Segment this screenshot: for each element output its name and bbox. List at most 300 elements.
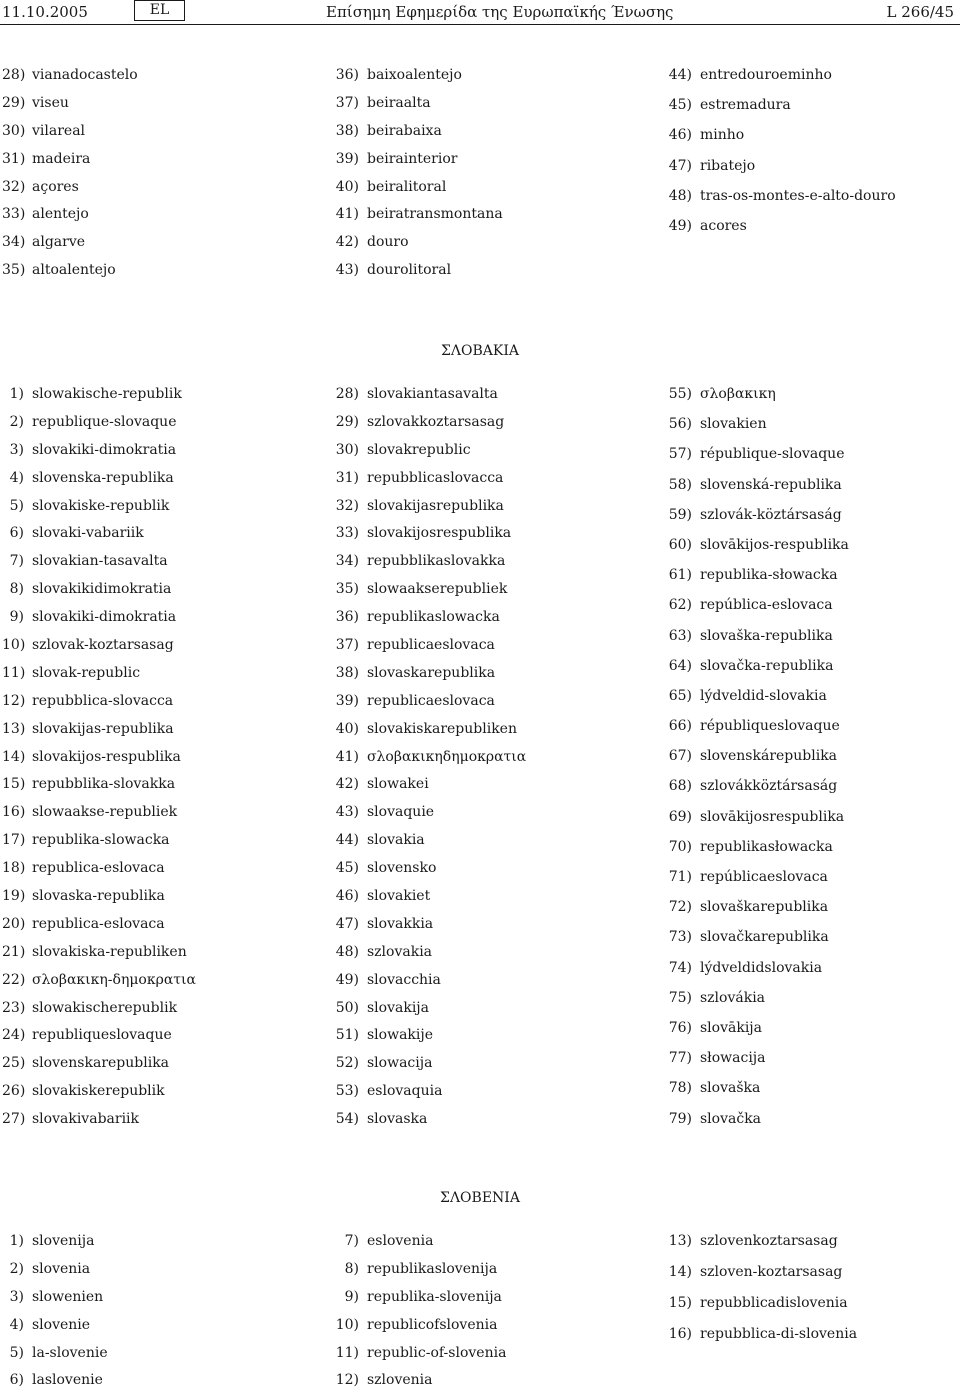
item-number: 28) xyxy=(335,386,359,402)
item-name: republikasłowacka xyxy=(700,838,833,855)
item-number: 21) xyxy=(2,943,26,960)
list-item xyxy=(335,748,526,776)
list-item xyxy=(2,1316,108,1344)
item-number: 45) xyxy=(335,860,359,877)
list-item xyxy=(2,413,196,441)
item-name: republica-eslovaca xyxy=(32,860,165,877)
list-item xyxy=(668,1294,857,1325)
list-item xyxy=(668,868,849,898)
slovenia-list-col2 xyxy=(335,1232,506,1399)
item-number: 43) xyxy=(335,804,359,821)
item-name: baixoalentejo xyxy=(367,67,462,83)
item-name: republika-słowacka xyxy=(700,567,838,584)
list-item xyxy=(668,157,896,187)
item-number: 60) xyxy=(668,536,692,553)
item-name: douro xyxy=(367,234,409,251)
list-item xyxy=(668,217,896,247)
list-item xyxy=(2,748,196,776)
item-name: slovenskárepublika xyxy=(700,748,838,765)
list-item xyxy=(335,385,526,413)
item-name: slovakija xyxy=(367,999,429,1016)
list-item xyxy=(335,524,526,552)
item-number: 68) xyxy=(668,778,692,795)
list-item xyxy=(2,915,196,943)
item-name: slowakische-republik xyxy=(32,386,182,402)
item-number: 22) xyxy=(2,971,26,988)
list-item xyxy=(2,122,138,150)
item-number: 6) xyxy=(9,1372,24,1389)
item-number: 53) xyxy=(335,1083,359,1100)
item-name: szlovenkoztarsasag xyxy=(700,1233,838,1249)
item-name: republicofslovenia xyxy=(367,1316,498,1333)
list-item xyxy=(2,664,196,692)
list-item xyxy=(2,524,196,552)
item-number: 20) xyxy=(2,915,26,932)
list-item xyxy=(335,803,526,831)
item-name: laslovenie xyxy=(32,1372,103,1389)
list-item xyxy=(2,1344,108,1372)
list-item xyxy=(2,497,196,525)
item-number: 59) xyxy=(668,506,692,523)
list-item xyxy=(2,441,196,469)
list-item xyxy=(2,636,196,664)
section-title-slovenia: ΣΛΟΒΕΝΙΑ xyxy=(440,1190,520,1206)
list-item xyxy=(2,1232,108,1260)
item-name: slovenska-republika xyxy=(32,469,174,486)
list-item xyxy=(668,506,849,536)
item-name: slovacchia xyxy=(367,971,441,988)
portugal-list-col3 xyxy=(668,66,896,247)
item-number: 70) xyxy=(668,838,692,855)
list-item xyxy=(668,1325,857,1356)
item-name: slovakijas-republika xyxy=(32,720,174,737)
item-number: 32) xyxy=(2,178,26,195)
list-item xyxy=(335,469,526,497)
list-item xyxy=(335,580,526,608)
item-number: 38) xyxy=(335,122,359,139)
list-item xyxy=(668,687,849,717)
slovakia-list-col2 xyxy=(335,385,526,1138)
item-name: slovakiske-republik xyxy=(32,497,170,514)
item-name: republique-slovaque xyxy=(32,413,177,430)
item-name: repubblica-slovacca xyxy=(32,692,174,709)
item-name: beirainterior xyxy=(367,150,458,167)
item-name: vianadocastelo xyxy=(32,67,138,83)
item-name: repubblicadislovenia xyxy=(700,1295,848,1311)
list-item xyxy=(335,831,526,859)
list-item xyxy=(2,261,138,289)
item-number: 39) xyxy=(335,692,359,709)
item-name: slovenskarepublika xyxy=(32,1055,170,1072)
item-number: 11) xyxy=(335,1344,359,1361)
list-item xyxy=(335,692,526,720)
item-number: 12) xyxy=(2,692,26,709)
list-item xyxy=(2,1260,108,1288)
item-number: 72) xyxy=(668,899,692,916)
item-number: 3) xyxy=(9,441,24,458)
item-name: alentejo xyxy=(32,206,89,223)
item-name: slovaška xyxy=(700,1080,761,1097)
item-name: slowaakse-republiek xyxy=(32,804,178,821)
item-number: 78) xyxy=(668,1080,692,1097)
item-name: república-eslovaca xyxy=(700,597,833,614)
list-item xyxy=(2,580,196,608)
list-item xyxy=(668,415,849,445)
list-item xyxy=(2,150,138,178)
item-number: 47) xyxy=(335,915,359,932)
item-name: république-slovaque xyxy=(700,446,845,463)
item-number: 31) xyxy=(2,150,26,167)
item-name: eslovaquia xyxy=(367,1083,443,1100)
list-item xyxy=(2,692,196,720)
list-item xyxy=(668,126,896,156)
item-number: 5) xyxy=(9,1344,24,1361)
item-name: slovačka-republika xyxy=(700,657,834,674)
item-name: σλοβακικη xyxy=(700,386,776,402)
item-name: slovaki-vabariik xyxy=(32,525,144,542)
item-name: szlovenia xyxy=(367,1372,433,1389)
item-number: 79) xyxy=(668,1110,692,1127)
list-item xyxy=(668,187,896,217)
list-item xyxy=(2,233,138,261)
item-number: 9) xyxy=(344,1288,359,1305)
list-item xyxy=(668,445,849,475)
item-name: republiqueslovaque xyxy=(32,1027,172,1044)
item-name: republica-eslovaca xyxy=(32,915,165,932)
item-number: 19) xyxy=(2,888,26,905)
list-item xyxy=(335,66,503,94)
item-number: 40) xyxy=(335,178,359,195)
item-name: beiralitoral xyxy=(367,178,447,195)
section-title-slovakia: ΣΛΟΒΑΚΙΑ xyxy=(441,343,519,359)
item-number: 39) xyxy=(335,150,359,167)
item-number: 65) xyxy=(668,687,692,704)
header-rule xyxy=(0,24,960,25)
item-number: 75) xyxy=(668,989,692,1006)
item-name: madeira xyxy=(32,150,91,167)
item-name: slovačka xyxy=(700,1110,762,1127)
list-item xyxy=(2,887,196,915)
list-item xyxy=(335,233,503,261)
list-item xyxy=(668,717,849,747)
item-number: 15) xyxy=(2,776,26,793)
item-number: 11) xyxy=(2,664,26,681)
item-name: slovākijos-respublika xyxy=(700,536,849,553)
item-number: 34) xyxy=(2,234,26,251)
item-name: slowakischerepublik xyxy=(32,999,178,1016)
item-number: 48) xyxy=(335,943,359,960)
item-name: beiratransmontana xyxy=(367,206,503,223)
list-item xyxy=(668,959,849,989)
item-number: 13) xyxy=(668,1233,692,1249)
item-name: repúblicaeslovaca xyxy=(700,869,828,885)
list-item xyxy=(2,859,196,887)
item-number: 1) xyxy=(9,386,24,402)
list-item xyxy=(2,720,196,748)
item-number: 7) xyxy=(344,1233,359,1249)
item-number: 15) xyxy=(668,1295,692,1311)
item-number: 66) xyxy=(668,718,692,735)
item-name: républiqueslovaque xyxy=(700,718,840,735)
item-number: 37) xyxy=(335,94,359,111)
item-number: 27) xyxy=(2,1111,26,1128)
item-name: slovakiskarepubliken xyxy=(367,720,517,737)
item-number: 30) xyxy=(335,441,359,458)
item-number: 29) xyxy=(335,413,359,430)
item-number: 36) xyxy=(335,609,359,626)
list-item xyxy=(2,1110,196,1138)
item-name: slovakiantasavalta xyxy=(367,386,498,402)
list-item xyxy=(335,1344,506,1372)
item-name: slovakiskerepublik xyxy=(32,1083,165,1100)
item-number: 12) xyxy=(335,1372,359,1389)
item-number: 16) xyxy=(2,804,26,821)
list-item xyxy=(668,838,849,868)
item-name: slowenien xyxy=(32,1288,104,1305)
list-item xyxy=(335,1054,526,1082)
item-number: 31) xyxy=(335,469,359,486)
list-item xyxy=(668,596,849,626)
list-item xyxy=(668,96,896,126)
item-name: la-slovenie xyxy=(32,1344,108,1361)
item-number: 58) xyxy=(668,476,692,493)
list-item xyxy=(335,1110,526,1138)
list-item xyxy=(668,1079,849,1109)
list-item xyxy=(2,66,138,94)
item-number: 23) xyxy=(2,999,26,1016)
item-name: vilareal xyxy=(32,122,86,139)
item-name: slovakian-tasavalta xyxy=(32,553,168,570)
item-name: slovakijos-respublika xyxy=(32,748,181,765)
list-item xyxy=(668,1110,849,1140)
item-name: slovačkarepublika xyxy=(700,929,829,946)
item-number: 14) xyxy=(2,748,26,765)
item-number: 18) xyxy=(2,860,26,877)
item-number: 40) xyxy=(335,720,359,737)
item-name: slowakei xyxy=(367,776,429,793)
item-number: 69) xyxy=(668,808,692,825)
item-name: szlovak-koztarsasag xyxy=(32,637,174,654)
list-item xyxy=(668,627,849,657)
item-name: ribatejo xyxy=(700,157,756,174)
item-name: republika-slowacka xyxy=(32,832,170,849)
list-item xyxy=(335,94,503,122)
item-name: slovakijasrepublika xyxy=(367,497,504,514)
item-number: 41) xyxy=(335,206,359,223)
list-item xyxy=(335,1260,506,1288)
item-name: slovenská-republika xyxy=(700,476,842,493)
portugal-list-col1 xyxy=(2,66,138,289)
list-item xyxy=(668,385,849,415)
item-number: 36) xyxy=(335,67,359,83)
list-item xyxy=(668,1232,857,1263)
item-number: 47) xyxy=(668,157,692,174)
item-name: altoalentejo xyxy=(32,262,116,279)
item-number: 5) xyxy=(9,497,24,514)
item-number: 32) xyxy=(335,497,359,514)
list-item xyxy=(668,989,849,1019)
item-number: 41) xyxy=(335,748,359,765)
item-name: slowacija xyxy=(367,1055,433,1072)
list-item xyxy=(2,971,196,999)
item-name: slovaškarepublika xyxy=(700,899,829,916)
header-date: 11.10.2005 xyxy=(2,3,88,21)
item-number: 25) xyxy=(2,1055,26,1072)
item-name: slovakiki-dimokratia xyxy=(32,441,177,458)
item-name: eslovenia xyxy=(367,1233,434,1249)
slovakia-list-col3 xyxy=(668,385,849,1140)
item-name: slovaquie xyxy=(367,804,435,821)
slovenia-list-col3 xyxy=(668,1232,857,1356)
list-item xyxy=(668,928,849,958)
list-item xyxy=(335,636,526,664)
list-item xyxy=(335,775,526,803)
item-name: slovakia xyxy=(367,832,425,849)
item-name: viseu xyxy=(32,94,69,111)
list-item xyxy=(335,205,503,233)
list-item xyxy=(668,1019,849,1049)
item-number: 13) xyxy=(2,720,26,737)
list-item xyxy=(335,915,526,943)
item-number: 33) xyxy=(335,525,359,542)
item-number: 63) xyxy=(668,627,692,644)
item-number: 54) xyxy=(335,1111,359,1128)
list-item xyxy=(2,1082,196,1110)
item-name: slovakijosrespublika xyxy=(367,525,512,542)
item-name: slovaska-republika xyxy=(32,888,165,905)
list-item xyxy=(335,497,526,525)
list-item xyxy=(2,1288,108,1316)
list-item xyxy=(668,1049,849,1079)
item-number: 9) xyxy=(9,609,24,626)
item-name: lýdveldidslovakia xyxy=(700,959,823,976)
item-number: 17) xyxy=(2,832,26,849)
list-item xyxy=(2,385,196,413)
item-name: slovaska xyxy=(367,1111,428,1128)
list-item xyxy=(335,999,526,1027)
item-name: slovaška-republika xyxy=(700,627,833,644)
item-name: tras-os-montes-e-alto-douro xyxy=(700,187,896,204)
item-name: acores xyxy=(700,217,747,234)
item-name: szlovákköztársaság xyxy=(700,778,838,795)
item-name: szlovakkoztarsasag xyxy=(367,413,505,430)
item-name: slovaskarepublika xyxy=(367,664,496,681)
item-name: slovākijosrespublika xyxy=(700,808,845,825)
item-number: 4) xyxy=(9,469,24,486)
item-number: 29) xyxy=(2,94,26,111)
item-name: slovakiska-republiken xyxy=(32,943,187,960)
item-number: 42) xyxy=(335,234,359,251)
list-item xyxy=(2,1371,108,1399)
list-item xyxy=(335,178,503,206)
list-item xyxy=(335,1026,526,1054)
item-number: 42) xyxy=(335,776,359,793)
item-name: republicaeslovaca xyxy=(367,692,495,709)
list-item xyxy=(335,1232,506,1260)
item-number: 52) xyxy=(335,1055,359,1072)
item-name: σλοβακικηδημοκρατια xyxy=(367,748,527,765)
list-item xyxy=(2,608,196,636)
item-name: slovenija xyxy=(32,1233,95,1249)
list-item xyxy=(335,1288,506,1316)
item-name: beiraalta xyxy=(367,94,431,111)
list-item xyxy=(2,943,196,971)
item-name: slowakije xyxy=(367,1027,434,1044)
list-item xyxy=(335,1082,526,1110)
list-item xyxy=(335,441,526,469)
list-item xyxy=(668,476,849,506)
item-name: lýdveldid-slovakia xyxy=(700,687,827,704)
portugal-list-col2 xyxy=(335,66,503,289)
item-name: slovakkia xyxy=(367,915,434,932)
item-number: 35) xyxy=(2,262,26,279)
list-item xyxy=(2,831,196,859)
list-item xyxy=(335,971,526,999)
item-name: slovakiet xyxy=(367,888,431,905)
item-number: 44) xyxy=(668,67,692,83)
list-item xyxy=(668,66,896,96)
page-number: L 266/45 xyxy=(886,3,954,21)
list-item xyxy=(335,859,526,887)
item-number: 7) xyxy=(9,553,24,570)
item-number: 16) xyxy=(668,1326,692,1342)
item-name: slovenia xyxy=(32,1260,91,1277)
item-name: slovak-republic xyxy=(32,664,141,681)
item-name: σλοβακικη-δημοκρατια xyxy=(32,971,196,988)
item-name: repubblica-di-slovenia xyxy=(700,1326,858,1342)
item-name: republika-slovenija xyxy=(367,1288,502,1305)
list-item xyxy=(668,536,849,566)
item-name: republic-of-slovenia xyxy=(367,1344,507,1361)
item-number: 45) xyxy=(668,97,692,114)
list-item xyxy=(2,1026,196,1054)
item-number: 62) xyxy=(668,597,692,614)
item-number: 44) xyxy=(335,832,359,849)
item-number: 8) xyxy=(344,1260,359,1277)
item-name: slovakrepublic xyxy=(367,441,471,458)
item-name: estremadura xyxy=(700,97,791,114)
item-name: minho xyxy=(700,127,745,144)
language-badge: EL xyxy=(134,0,185,21)
item-name: slovakikidimokratia xyxy=(32,581,172,598)
item-number: 10) xyxy=(2,637,26,654)
item-name: szlovák-köztársaság xyxy=(700,506,842,523)
list-item xyxy=(668,747,849,777)
item-number: 77) xyxy=(668,1050,692,1067)
item-number: 46) xyxy=(668,127,692,144)
list-item xyxy=(2,94,138,122)
item-number: 73) xyxy=(668,929,692,946)
item-number: 3) xyxy=(9,1288,24,1305)
item-name: beirabaixa xyxy=(367,122,442,139)
item-number: 56) xyxy=(668,416,692,433)
item-name: entredouroeminho xyxy=(700,67,832,83)
item-number: 55) xyxy=(668,386,692,402)
item-name: slovakivabariik xyxy=(32,1111,140,1128)
item-number: 57) xyxy=(668,446,692,463)
item-number: 38) xyxy=(335,664,359,681)
item-name: republikaslovenija xyxy=(367,1260,498,1277)
item-name: dourolitoral xyxy=(367,262,452,279)
item-number: 61) xyxy=(668,567,692,584)
list-item xyxy=(668,777,849,807)
list-item xyxy=(335,413,526,441)
item-number: 76) xyxy=(668,1019,692,1036)
item-name: republicaeslovaca xyxy=(367,637,495,654)
list-item xyxy=(2,552,196,580)
item-number: 6) xyxy=(9,525,24,542)
list-item xyxy=(2,775,196,803)
